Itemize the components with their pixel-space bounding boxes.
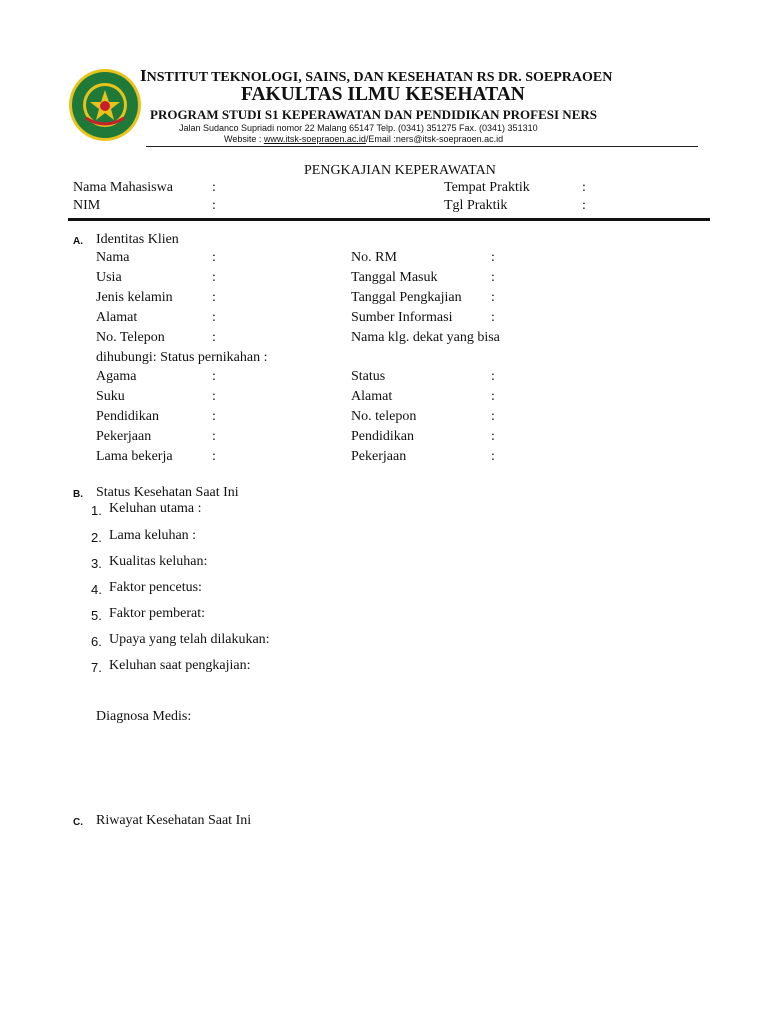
colon: : xyxy=(212,429,216,444)
list-number: 7. xyxy=(91,660,102,675)
field-label: Sumber Informasi xyxy=(351,310,453,325)
field-label: Lama bekerja xyxy=(96,449,173,464)
institute-name: INSTITUT TEKNOLOGI, SAINS, DAN KESEHATAN RS DR. SOEPRAOEN xyxy=(140,66,613,85)
field-label: Nama klg. dekat yang bisa xyxy=(351,330,500,345)
list-item: Kualitas keluhan: xyxy=(109,554,208,569)
colon: : xyxy=(491,310,495,325)
colon: : xyxy=(212,409,216,424)
field-label: No. Telepon xyxy=(96,330,165,345)
field-label: Alamat xyxy=(96,310,138,325)
colon: : xyxy=(491,270,495,285)
contact-line: Website : www.itsk-soepraoen.ac.id/Email :ners@itsk-soepraoen.ac.id xyxy=(224,134,504,144)
colon: : xyxy=(212,310,216,325)
header-divider xyxy=(146,146,698,147)
form-divider xyxy=(68,218,710,221)
program-name: PROGRAM STUDI S1 KEPERAWATAN DAN PENDIDIKAN PROFESI NERS xyxy=(150,107,597,122)
colon: : xyxy=(212,449,216,464)
list-item: Lama keluhan : xyxy=(109,528,197,543)
colon: : xyxy=(212,290,216,305)
institution-logo-icon xyxy=(68,68,142,142)
colon: : xyxy=(212,198,216,213)
nim-label: NIM xyxy=(73,198,101,213)
colon: : xyxy=(582,180,586,195)
colon: : xyxy=(491,290,495,305)
field-label: Agama xyxy=(96,369,137,384)
colon: : xyxy=(212,330,216,345)
colon: : xyxy=(491,250,495,265)
list-number: 6. xyxy=(91,634,102,649)
list-item: Keluhan utama : xyxy=(109,501,202,516)
address-line: Jalan Sudanco Supriadi nomor 22 Malang 65147 Telp. (0341) 351275 Fax. (0341) 351310 xyxy=(179,123,538,133)
list-item: Keluhan saat pengkajian: xyxy=(109,658,251,673)
list-item: Upaya yang telah dilakukan: xyxy=(109,632,270,647)
list-number: 1. xyxy=(91,503,102,518)
field-label: Status xyxy=(351,369,386,384)
field-label: Pekerjaan xyxy=(96,429,152,444)
field-label: Alamat xyxy=(351,389,393,404)
colon: : xyxy=(491,429,495,444)
list-number: 2. xyxy=(91,530,102,545)
field-label: Pendidikan xyxy=(351,429,414,444)
field-label: Usia xyxy=(96,270,122,285)
colon: : xyxy=(491,369,495,384)
section-c-title: Riwayat Kesehatan Saat Ini xyxy=(96,813,252,828)
place-label: Tempat Praktik xyxy=(444,180,530,195)
list-item: Faktor pemberat: xyxy=(109,606,206,621)
list-number: 5. xyxy=(91,608,102,623)
field-label: Nama xyxy=(96,250,130,265)
colon: : xyxy=(491,409,495,424)
colon: : xyxy=(212,389,216,404)
section-b-letter: B. xyxy=(73,489,83,500)
colon: : xyxy=(212,270,216,285)
colon: : xyxy=(491,389,495,404)
field-label: Pekerjaan xyxy=(351,449,407,464)
field-label: Suku xyxy=(96,389,125,404)
field-label: No. RM xyxy=(351,250,397,265)
colon: : xyxy=(491,449,495,464)
section-a-letter: A. xyxy=(73,236,83,247)
field-label: Tanggal Masuk xyxy=(351,270,438,285)
website-link[interactable]: www.itsk-soepraoen.ac.id xyxy=(263,134,366,144)
field-label: Pendidikan xyxy=(96,409,159,424)
colon: : xyxy=(582,198,586,213)
medical-diagnosis-label: Diagnosa Medis: xyxy=(96,709,192,724)
section-b-title: Status Kesehatan Saat Ini xyxy=(96,485,239,500)
section-c-letter: C. xyxy=(73,817,83,828)
section-a-title: Identitas Klien xyxy=(96,232,179,247)
field-label: Jenis kelamin xyxy=(96,290,173,305)
faculty-name: FAKULTAS ILMU KESEHATAN xyxy=(241,84,525,105)
list-number: 4. xyxy=(91,582,102,597)
field-label: Tanggal Pengkajian xyxy=(351,290,462,305)
colon: : xyxy=(212,369,216,384)
student-name-label: Nama Mahasiswa xyxy=(73,180,173,195)
date-label: Tgl Praktik xyxy=(444,198,508,213)
field-label: No. telepon xyxy=(351,409,417,424)
colon: : xyxy=(212,250,216,265)
list-item: Faktor pencetus: xyxy=(109,580,202,595)
marital-status-line: dihubungi: Status pernikahan : xyxy=(96,350,268,365)
list-number: 3. xyxy=(91,556,102,571)
form-title: PENGKAJIAN KEPERAWATAN xyxy=(304,163,496,178)
colon: : xyxy=(212,180,216,195)
